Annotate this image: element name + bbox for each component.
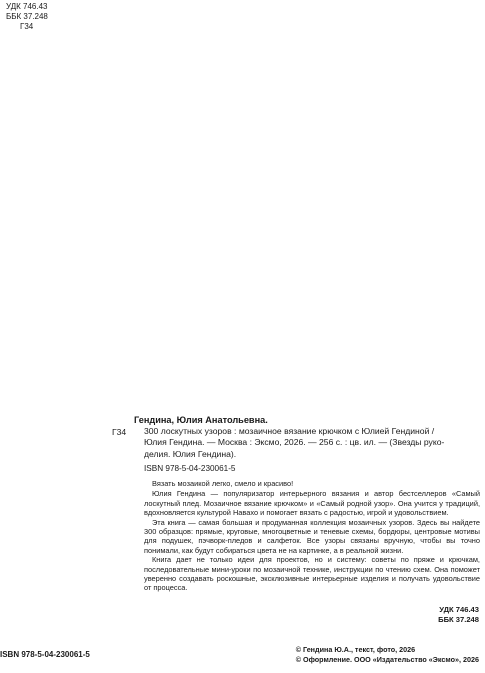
catalog-author-mark: Г34 — [112, 427, 127, 437]
annotation-paragraph: Эта книга — самая большая и продуманная коллекция мозаичных узоров. Здесь вы найдете 300 образцов: прямые, круговые, многоцветные и теневые схемы, бордюры, центровые мотивы для подушек, пэчворк-пледов и салфеток. Все узоры связаны вручную, чтобы вы точно понимали, как будут собираться цвета не на картинке, а в реальной жизни. — [144, 517, 480, 555]
catalog-isbn: ISBN 978-5-04-230061-5 — [144, 464, 236, 474]
author-heading: Гендина, Юлия Анатольевна. — [134, 415, 268, 425]
header-classification-codes — [6, 2, 48, 32]
footer-bbk-code: ББК 37.248 — [438, 614, 479, 624]
bbk-code: ББК 37.248 — [6, 12, 48, 21]
annotation-paragraph: Юлия Гендина — популяризатор интерьерного вязания и автор бестселлеров «Самый лоскутный плед. Мозаичное вязание крючком» и «Самый родной узор». Она учится у традиций, вдохновляется культурой Навахо и помогает вязать с радостью, игрой и удовольствием. — [144, 489, 480, 518]
catalog-record — [112, 415, 480, 473]
footer-udk-code: УДК 746.43 — [439, 605, 479, 614]
copyright-line: © Гендина Ю.А., текст, фото, 2026 — [295, 645, 416, 654]
copyright-line: © Оформление. ООО «Издательство «Эксмо», 2026 — [295, 655, 479, 664]
description-line: 300 лоскутных узоров : мозаичное вязание крючком с Юлией Гендиной / — [144, 426, 435, 436]
footer-classification-codes — [438, 605, 479, 624]
description-line: делия. Юлия Гендина). — [144, 448, 237, 459]
description-line: Юлия Гендина. — Москва : Эксмо, 2026. — 256 с. : цв. ил. — (Звезды руко- — [144, 437, 445, 448]
annotation — [144, 479, 480, 593]
author-mark: Г34 — [20, 22, 34, 31]
udk-code: УДК 746.43 — [6, 2, 48, 11]
bibliographic-description — [144, 426, 480, 460]
annotation-lead: Вязать мозаикой легко, смело и красиво! — [152, 479, 294, 488]
annotation-paragraph: Книга дает не только идеи для проектов, но и систему: советы по пряже и крючкам, последовательные мини-уроки по мозаичной технике, инструкции по чтению схем. Она поможет уверенно создавать роскошные, эксклюзивные интерьерные изделия и получать удовольствие от процесса. — [144, 555, 480, 593]
copyright-block — [296, 645, 479, 665]
isbn-bottom: ISBN 978-5-04-230061-5 — [0, 650, 90, 659]
